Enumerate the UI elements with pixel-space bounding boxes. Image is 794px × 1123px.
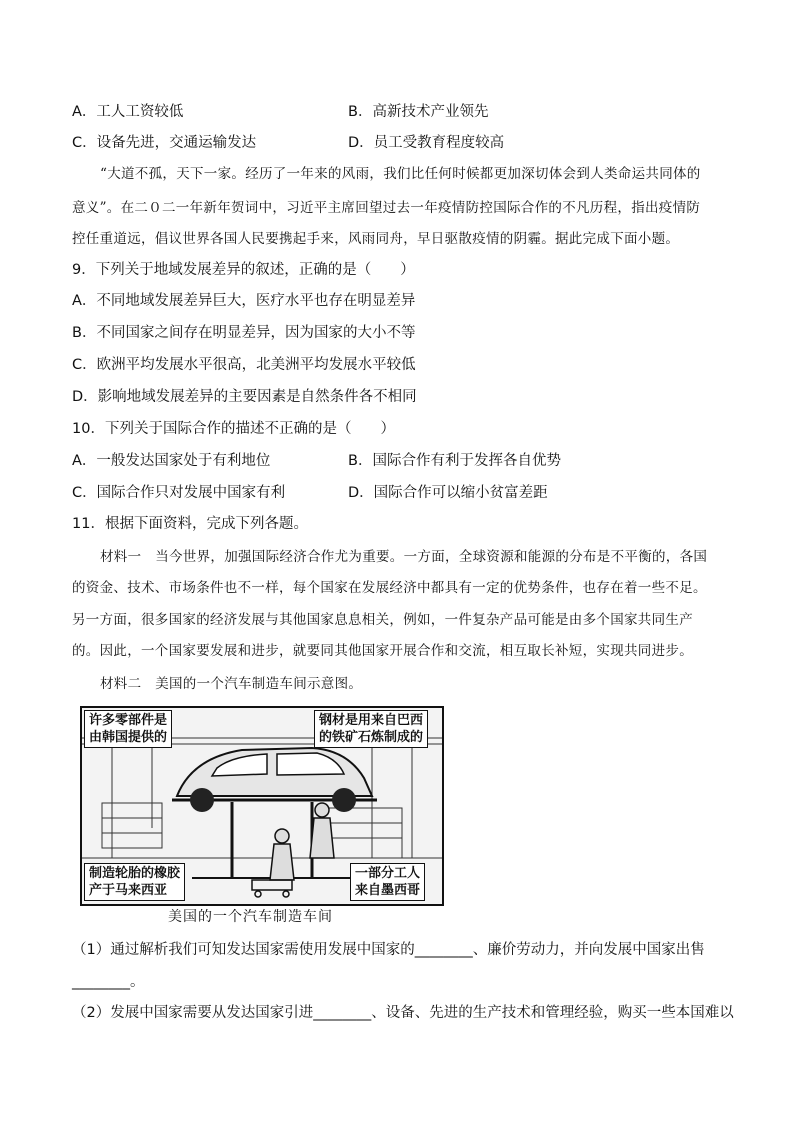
callout-brazil [314,710,428,748]
q9-option-d: D．影响地域发展差异的主要因素是自然条件各不相同 [72,389,417,405]
subq-2-line-1: （2）发展中国家需要从发达国家引进________、设备、先进的生产技术和管理经验，购买一些本国难以 [72,1005,734,1021]
callout-korea-line-2: 由韩国提供的 [89,730,168,745]
material2-line: 材料二 美国的一个汽车制造车间示意图。 [100,676,363,692]
callout-korea [84,710,172,748]
q8-option-c: C．设备先进，交通运输发达 [72,135,257,151]
q10-option-b: B．国际合作有利于发挥各自优势 [348,453,561,469]
q8-option-d: D．员工受教育程度较高 [348,135,505,151]
q11-stem: 11．根据下面资料，完成下列各题。 [72,516,308,532]
callout-malaysia [84,863,185,901]
q9-option-b: B．不同国家之间存在明显差异，因为国家的大小不等 [72,325,416,341]
q10-option-c: C．国际合作只对发展中国家有利 [72,485,286,501]
callout-malaysia-line-1: 制造轮胎的橡胶 [89,866,181,881]
material1-line-3: 另一方面，很多国家的经济发展与其他国家息息相关，例如，一件复杂产品可能是由多个国家共同生产 [72,612,693,628]
q8-option-a: A．工人工资较低 [72,104,184,120]
passage-line-3: 控任重道远，倡议世界各国人民要携起手来，风雨同舟，早日驱散疫情的阴霾。据此完成下面小题。 [72,231,680,247]
material1-line-2: 的资金、技术、市场条件也不一样，每个国家在发展经济中都具有一定的优势条件，也存在着一些不足。 [72,580,707,596]
passage-line-1: “大道不孤，天下一家。经历了一年来的风雨，我们比任何时候都更加深切体会到人类命运共同体的 [100,166,701,182]
callout-brazil-line-1: 钢材是用来自巴西 [319,713,424,728]
passage-line-2: 意义”。在二０二一年新年贺词中，习近平主席回望过去一年疫情防控国际合作的不凡历程，指出疫情防 [72,200,701,216]
material1-line-4: 的。因此，一个国家要发展和进步，就要同其他国家开展合作和交流，相互取长补短，实现共同进步。 [72,643,693,659]
callout-mexico-line-1: 一部分工人 [355,866,421,881]
callout-brazil-line-2: 的铁矿石炼制成的 [319,730,424,745]
q10-stem: 10．下列关于国际合作的描述不正确的是（ ） [72,421,395,437]
q10-option-a: A．一般发达国家处于有利地位 [72,453,271,469]
material1-line-1: 材料一 当今世界，加强国际经济合作尤为重要。一方面，全球资源和能源的分布是不平衡的，各国 [100,549,708,565]
q9-stem: 9．下列关于地域发展差异的叙述，正确的是（ ） [72,262,415,278]
q9-option-a: A．不同地域发展差异巨大，医疗水平也存在明显差异 [72,293,416,309]
q9-option-c: C．欧洲平均发展水平很高，北美洲平均发展水平较低 [72,357,416,373]
figure-caption: 美国的一个汽车制造车间 [168,909,333,925]
callout-malaysia-line-2: 产于马来西亚 [89,883,168,898]
q10-option-d: D．国际合作可以缩小贫富差距 [348,485,548,501]
car-factory-figure [80,706,444,906]
q8-option-b: B．高新技术产业领先 [348,104,489,120]
callout-mexico-line-2: 来自墨西哥 [355,883,421,898]
callout-mexico [350,863,425,901]
subq-1-line-2: ________。 [72,974,145,990]
callout-korea-line-1: 许多零部件是 [89,713,168,728]
subq-1-line-1: （1）通过解析我们可知发达国家需使用发展中国家的________、廉价劳动力，并向发展中国家出售 [72,942,705,958]
